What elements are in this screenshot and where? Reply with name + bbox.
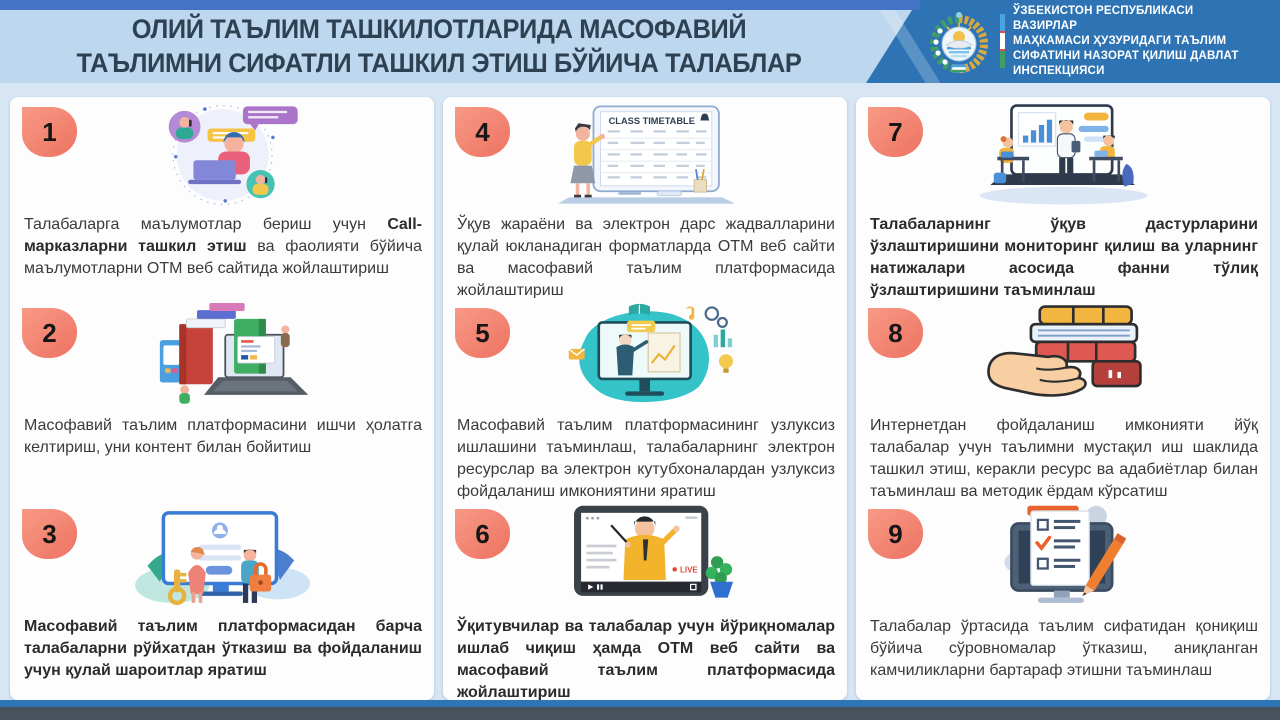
live-label: LIVE bbox=[680, 565, 699, 575]
online-platform-illustration bbox=[544, 303, 747, 409]
books-hand-illustration bbox=[962, 303, 1165, 409]
organization-name bbox=[1013, 4, 1251, 80]
timetable-illustration bbox=[544, 102, 747, 208]
item-number-badge: 8 bbox=[868, 308, 923, 358]
organization-line-2: МАҲКАМАСИ ҲУЗУРИДАГИ ТАЪЛИМ bbox=[1013, 34, 1227, 47]
books-laptop-illustration bbox=[121, 303, 324, 409]
item-text: Масофавий таълим платформасининг узлуксиз ишлашини таъминлаш, талабаларнинг электрон ресурслар ва электрон кутубхоналардан узлуксиз фойдаланиш имкониятини яратиш bbox=[457, 417, 835, 499]
card-item-6 bbox=[443, 499, 847, 700]
card-item-3 bbox=[10, 499, 434, 700]
item-text: Талабаларнинг ўқув дастурларини ўзлаштиришини мониторинг қилиш ва уларнинг натижалари асосида фанни тўлиқ ўзлаштиришини таъминлаш bbox=[870, 216, 1258, 298]
card-item-8 bbox=[856, 298, 1270, 499]
card-item-2 bbox=[10, 298, 434, 499]
item-number-badge: 5 bbox=[455, 308, 510, 358]
item-text: Ўқитувчилар ва талабалар учун йўриқномалар ишлаб чиқиш ҳамда ОТМ веб сайти ва масофавий таълим платформасида жойлаштириш bbox=[457, 618, 835, 700]
header bbox=[0, 0, 1280, 83]
video-lesson-illustration bbox=[544, 504, 747, 610]
survey-illustration bbox=[962, 504, 1165, 610]
item-number-badge: 2 bbox=[22, 308, 77, 358]
item-number-badge: 4 bbox=[455, 107, 510, 157]
item-text: Масофавий таълим платформасини ишчи ҳолатга келтириш, уни контент билан бойитиш bbox=[24, 417, 422, 456]
call-center-illustration bbox=[121, 102, 324, 208]
content-grid bbox=[0, 83, 1280, 700]
item-text: Масофавий таълим платформасидан барча талабаларни рўйхатдан ўтказиш ва фойдаланиш учун қулай шароитлар яратиш bbox=[24, 618, 422, 679]
card-column-left bbox=[10, 97, 434, 700]
item-number-badge: 7 bbox=[868, 107, 923, 157]
footer-blue-bar bbox=[0, 700, 1280, 707]
page-title-line-1: ОЛИЙ ТАЪЛИМ ТАШКИЛОТЛАРИДА МАСОФАВИЙ bbox=[131, 14, 747, 45]
organization-line-4: ИНСПЕКЦИЯСИ bbox=[1013, 65, 1105, 78]
organization-line-1: ЎЗБЕКИСТОН РЕСПУБЛИКАСИ ВАЗИРЛАР bbox=[1013, 4, 1194, 32]
item-number-badge: 1 bbox=[22, 107, 77, 157]
item-text: Ўқув жараёни ва электрон дарс жадвалларини қулай юкланадиган форматларда ОТМ веб сайти ва масофавий таълим платформасида жойлаштириш bbox=[457, 216, 835, 298]
card-column-right bbox=[856, 97, 1270, 700]
registration-illustration bbox=[121, 504, 324, 610]
organization-block bbox=[926, 0, 1280, 83]
card-item-7 bbox=[856, 97, 1270, 298]
card-item-5 bbox=[443, 298, 847, 499]
item-text: Талабаларга маълумотлар бериш учун Call-марказларни ташкил этиш ва фаолияти бўйича маълумотларни ОТМ веб сайтида жойлаштириш bbox=[24, 216, 423, 277]
organization-line-3: СИФАТИНИ НАЗОРАТ ҚИЛИШ ДАВЛАТ bbox=[1013, 50, 1239, 63]
footer-dark-bar bbox=[0, 707, 1280, 720]
item-number-badge: 6 bbox=[455, 509, 510, 559]
flag-strip bbox=[1000, 14, 1005, 70]
uzbekistan-emblem-icon bbox=[926, 9, 992, 75]
card-item-9 bbox=[856, 499, 1270, 700]
header-top-strip bbox=[0, 0, 920, 10]
page-title bbox=[60, 10, 818, 83]
item-number-badge: 3 bbox=[22, 509, 77, 559]
card-column-middle bbox=[443, 97, 847, 700]
item-number-badge: 9 bbox=[868, 509, 923, 559]
monitoring-illustration bbox=[962, 102, 1165, 208]
item-text: Интернетдан фойдаланиш имконияти йўқ талабалар учун таълимни мустақил иш шаклида ташкил этиш, керакли ресурс ва адабиётлар билан таъминлаш ва методик ёрдам кўрсатиш bbox=[870, 417, 1258, 499]
item-text: Талабалар ўртасида таълим сифатидан қониқиш бўйича сўровномалар ўтказиш, аниқланган камчиликларни бартараф этишни таъминлаш bbox=[870, 618, 1258, 679]
page-title-line-2: ТАЪЛИМНИ СИФАТЛИ ТАШКИЛ ЭТИШ БЎЙИЧА ТАЛАБЛАР bbox=[76, 47, 802, 78]
card-item-1 bbox=[10, 97, 434, 298]
board-title: CLASS TIMETABLE bbox=[609, 116, 696, 127]
card-item-4 bbox=[443, 97, 847, 298]
